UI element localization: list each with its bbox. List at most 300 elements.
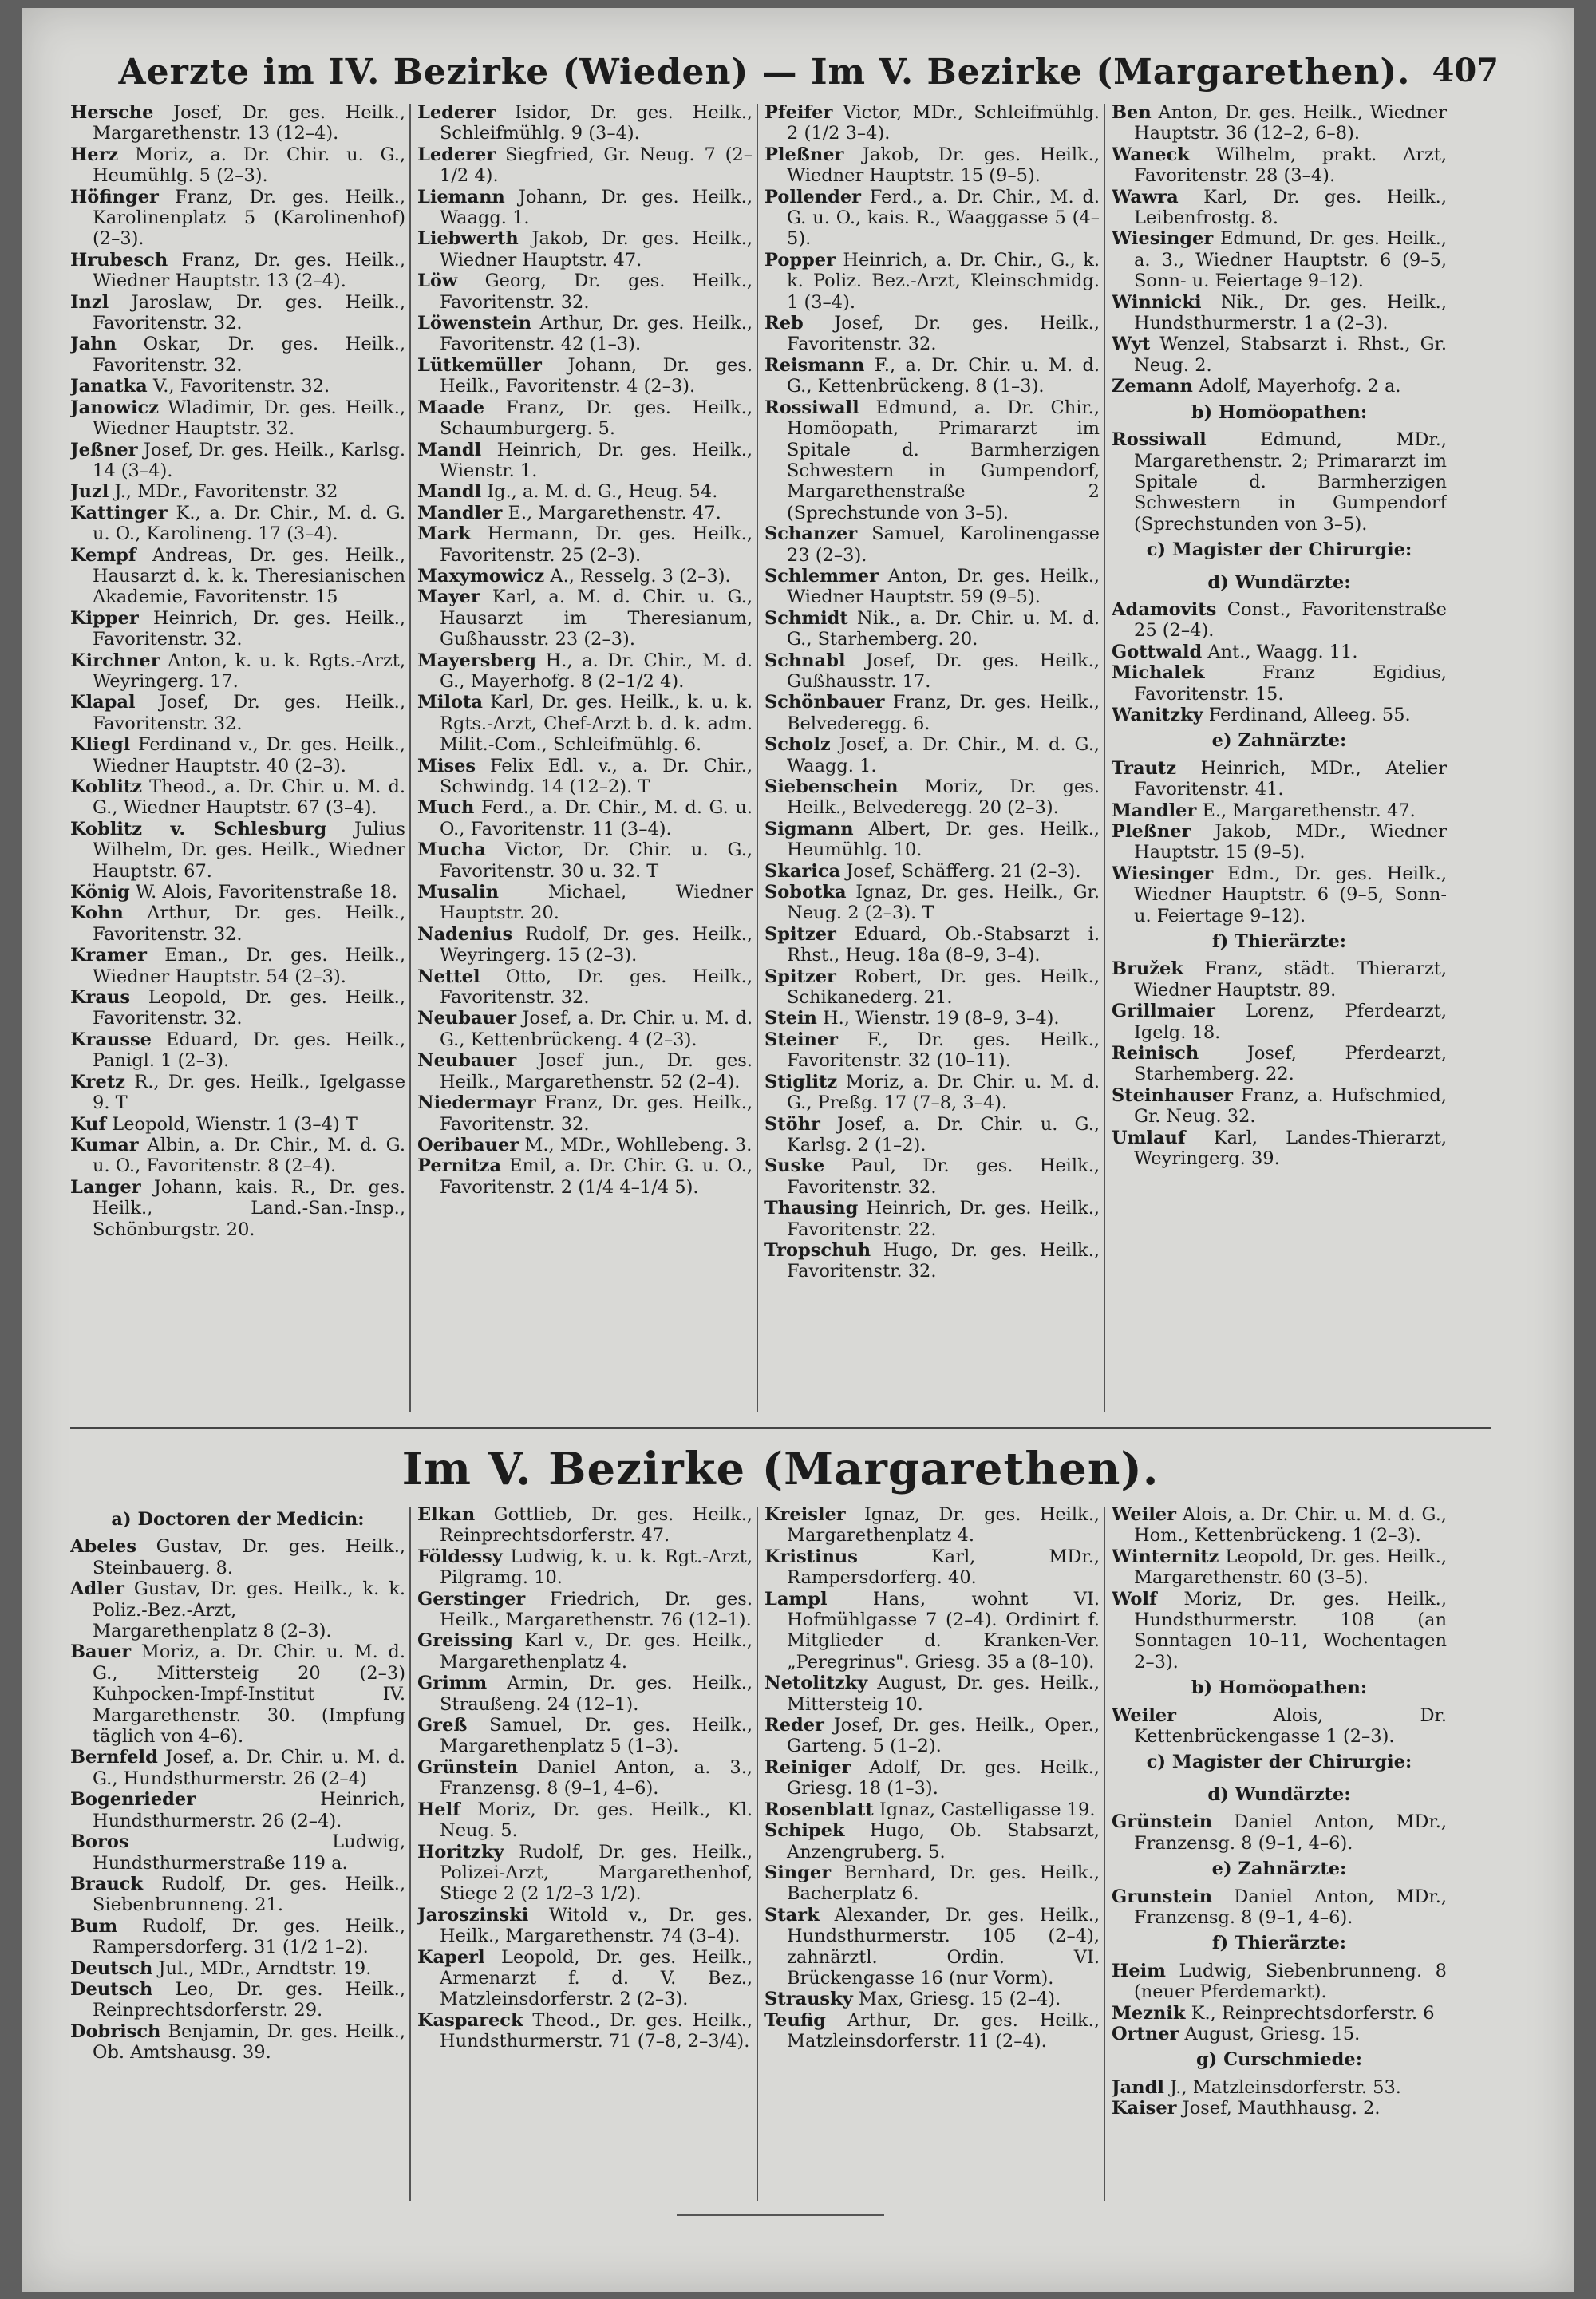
entry-separator — [542, 355, 568, 376]
entry-details: Ferd., a. Dr. Chir., M. d. G. u. O., kais. R., Waaggasse 5 (4–5). — [787, 186, 1100, 250]
entry-details: Heinrich, a. Dr. Chir., G., k. k. Poliz. Bez.-Arzt, Kleinschmidg. 1 (3–4). — [787, 249, 1100, 313]
entry-name: Kempf — [70, 544, 136, 566]
entry-name: Gerstinger — [417, 1588, 526, 1610]
entry-name: Sobotka — [764, 882, 847, 903]
directory-entry — [764, 1114, 1100, 1156]
entry-name: Nadenius — [417, 923, 513, 945]
entry-details: Victor, Dr. Chir. u. G., Favoritenstr. 30 u. 32. T — [440, 839, 753, 882]
entry-name: Reiniger — [764, 1756, 851, 1778]
entry-separator — [499, 882, 548, 903]
entry-name: Höfinger — [70, 186, 159, 207]
entry-name: Rossiwall — [1112, 429, 1207, 451]
entry-name: Mark — [417, 523, 471, 545]
directory-entry — [70, 376, 405, 397]
entry-name: Mandler — [417, 502, 503, 523]
entry-name: Abeles — [70, 1536, 137, 1558]
directory-entry — [1112, 102, 1447, 144]
entry-name: Weiler — [1112, 1504, 1177, 1525]
entry-separator — [898, 776, 924, 797]
entry-details: Daniel Anton, MDr., Franzensg. 8 (9–1, 4–6). — [1134, 1886, 1447, 1928]
entry-name: Schipek — [764, 1820, 845, 1842]
directory-entry — [764, 1029, 1100, 1072]
directory-entry — [417, 1546, 753, 1589]
entry-separator — [817, 1008, 823, 1029]
entry-name: Kaspareck — [417, 2009, 523, 2031]
entry-separator — [141, 1177, 154, 1198]
entry-details: Ig., a. M. d. G., Heug. 54. — [487, 481, 718, 503]
directory-entry — [417, 1050, 753, 1092]
entry-name: Steinhauser — [1112, 1084, 1233, 1106]
directory-entry — [70, 1831, 405, 1874]
entry-name: Kliegl — [70, 734, 131, 756]
directory-entry — [764, 1198, 1100, 1240]
directory-entry — [1112, 642, 1447, 662]
entry-separator — [131, 1641, 141, 1662]
directory-entry — [1112, 2098, 1447, 2119]
entry-details: Wenzel, Stabsarzt i. Rhst., Gr. Neug. 2. — [1134, 334, 1447, 376]
entry-name: Neubauer — [417, 1008, 517, 1029]
entry-name: Elkan — [417, 1504, 476, 1525]
entry-name: Tropschuh — [764, 1239, 871, 1261]
entry-separator — [117, 1916, 142, 1937]
entry-separator — [117, 334, 144, 354]
entry-details: Benjamin, Dr. ges. Heilk., Ob. Amtshausg. 39. — [93, 2021, 405, 2064]
entry-details: Franz Egidius, Favoritenstr. 15. — [1134, 662, 1447, 705]
directory-entry — [764, 1589, 1100, 1673]
entry-details: Albert, Dr. ges. Heilk., Heumühlg. 10. — [787, 818, 1100, 861]
directory-entry — [70, 945, 405, 987]
directory-entry — [1112, 228, 1447, 291]
directory-entry — [417, 1092, 753, 1135]
entry-name: Löwenstein — [417, 313, 532, 334]
entry-separator — [836, 250, 843, 271]
directory-entry — [417, 481, 753, 502]
entry-name: Adler — [70, 1578, 124, 1600]
entry-details: F., a. Dr. Chir. u. M. d. G., Kettenbrückeng. 8 (1–3). — [787, 354, 1100, 397]
entry-name: Stark — [764, 1904, 820, 1926]
column-rule — [757, 1507, 758, 2201]
directory-entry — [764, 1673, 1100, 1715]
entry-name: Földessy — [417, 1546, 503, 1567]
entry-details: Otto, Dr. ges. Heilk., Favoritenstr. 32. — [440, 966, 753, 1009]
entry-separator — [138, 440, 144, 460]
entry-separator — [483, 692, 490, 713]
entry-separator — [460, 1799, 477, 1820]
entry-separator — [1212, 1811, 1234, 1832]
entry-separator — [1213, 228, 1220, 249]
entry-details: Josef, Dr. ges. Heilk., Oper., Garteng. 5 (1–2). — [787, 1715, 1100, 1757]
entry-name: Kattinger — [70, 502, 168, 523]
directory-entry — [70, 882, 405, 903]
entry-name: Kaiser — [1112, 2098, 1177, 2119]
directory-entry — [764, 566, 1100, 608]
directory-entry — [70, 1958, 405, 1979]
entry-name: Gottwald — [1112, 641, 1203, 662]
directory-entry — [764, 1504, 1100, 1546]
category-heading: f) Thierärzte: — [1211, 1933, 1347, 1954]
entry-separator — [536, 650, 546, 671]
entry-details: Anton, Dr. ges. Heilk., Wiedner Hauptstr. 59 (9–5). — [787, 565, 1100, 608]
entry-name: Schnabl — [764, 650, 846, 671]
directory-entry — [70, 1029, 405, 1072]
entry-details: Anton, k. u. k. Rgts.-Arzt, Weyringerg. 17. — [93, 650, 405, 692]
entry-name: Greß — [417, 1715, 468, 1736]
entry-name: Schmidt — [764, 607, 848, 629]
entry-separator — [158, 1747, 165, 1768]
entry-separator — [885, 692, 893, 713]
directory-entry — [70, 102, 405, 144]
directory-entry — [417, 882, 753, 924]
entry-details: Gottlieb, Dr. ges. Heilk., Reinprechtsdorferstr. 47. — [440, 1504, 753, 1546]
entry-name: Kuf — [70, 1113, 107, 1135]
entry-details: Leopold, Dr. ges. Heilk., Margarethenstr. 60 (3–5). — [1134, 1546, 1447, 1589]
entry-details: Jakob, Dr. ges. Heilk., Wiedner Hauptstr. 47. — [440, 228, 753, 271]
entry-separator — [1150, 334, 1159, 354]
entry-details: Ferdinand, Alleeg. 55. — [1208, 704, 1411, 725]
entry-details: Nik., a. Dr. Chir. u. M. d. G., Starhemberg. 20. — [787, 607, 1100, 650]
entry-separator — [143, 1874, 161, 1894]
entry-name: Netolitzky — [764, 1673, 868, 1694]
entry-name: König — [70, 882, 130, 903]
directory-entry — [70, 776, 405, 819]
entry-details: Ferdinand v., Dr. ges. Heilk., Wiedner Hauptstr. 40 (2–3). — [93, 734, 405, 776]
directory-entry — [764, 397, 1100, 523]
column-rule — [1104, 1507, 1105, 2201]
entry-separator — [326, 819, 354, 839]
entry-name: Schönbauer — [764, 692, 885, 713]
entry-details: Heinrich, Hundsthurmerstr. 26 (2–4). — [93, 1789, 405, 1831]
entry-name: Stiglitz — [764, 1071, 838, 1092]
entry-separator — [861, 187, 870, 207]
entry-details: Josef, a. Dr. Chir., M. d. G., Waagg. 1. — [787, 734, 1100, 776]
category-heading: e) Zahnärzte: — [1211, 730, 1347, 752]
entry-name: Kramer — [70, 945, 147, 966]
entry-details: Siegfried, Gr. Neug. 7 (2–1/2 4). — [440, 144, 753, 187]
category-heading: c) Magister der Chirurgie: — [1146, 539, 1412, 561]
entry-details: W. Alois, Favoritenstraße 18. — [135, 882, 398, 903]
entry-name: Wiesinger — [1112, 228, 1214, 250]
entry-name: Winternitz — [1112, 1546, 1219, 1567]
entry-separator — [831, 734, 839, 755]
entry-name: Kretz — [70, 1071, 125, 1092]
entry-details: Victor, MDr., Schleifmühlg. 2 (1/2 3–4). — [787, 102, 1100, 144]
directory-entry — [417, 2010, 753, 2052]
entry-name: Maxymowicz — [417, 565, 545, 587]
entry-separator — [1215, 1001, 1246, 1021]
entry-name: Langer — [70, 1176, 141, 1198]
directory-entry — [764, 313, 1100, 355]
entry-name: Kristinus — [764, 1546, 858, 1567]
entry-separator — [519, 228, 532, 249]
directory-entry — [764, 1715, 1100, 1757]
entry-details: Nik., Dr. ges. Heilk., Hundsthurmerstr. 1 a (2–3). — [1134, 291, 1447, 334]
page-number: 407 — [1432, 52, 1499, 89]
entry-details: Josef, Dr. ges. Heilk., Gußhausstr. 17. — [787, 650, 1100, 692]
entry-details: F., Dr. ges. Heilk., Favoritenstr. 32 (10–11). — [787, 1029, 1100, 1072]
directory-entry — [70, 187, 405, 250]
directory-entry — [764, 355, 1100, 397]
entry-name: Pollender — [764, 186, 861, 207]
directory-entry — [417, 797, 753, 839]
entry-name: Weiler — [1112, 1704, 1177, 1726]
entry-separator — [159, 397, 168, 418]
entry-details: Hermann, Dr. ges. Heilk., Favoritenstr. 25 (2–3). — [440, 523, 753, 566]
directory-entry — [1112, 599, 1447, 642]
directory-entry — [1112, 2024, 1447, 2044]
directory-entry — [417, 1757, 753, 1799]
entry-name: Kreisler — [764, 1504, 846, 1525]
directory-entry — [1112, 1589, 1447, 1673]
entry-name: Niedermayr — [417, 1092, 536, 1114]
directory-entry — [70, 1114, 405, 1135]
entry-name: Neubauer — [417, 1050, 517, 1072]
entry-separator — [1176, 1504, 1183, 1525]
entry-details: Johann, kais. R., Dr. ges. Heilk., Land.-San.-Insp., Schönburgstr. 20. — [93, 1176, 405, 1240]
bottom-column-4 — [1112, 1504, 1447, 2206]
directory-entry — [1112, 821, 1447, 863]
directory-entry — [764, 523, 1100, 566]
directory-entry — [1112, 1886, 1447, 1929]
entry-separator — [1186, 1128, 1214, 1148]
entry-separator — [109, 481, 114, 502]
directory-entry — [70, 1916, 405, 1958]
entry-separator — [838, 1029, 867, 1050]
directory-entry — [70, 819, 405, 882]
entry-name: Jaroszinski — [417, 1904, 529, 1926]
directory-entry — [764, 776, 1100, 819]
directory-entry — [764, 1546, 1100, 1589]
directory-entry — [764, 1757, 1100, 1799]
directory-entry — [764, 608, 1100, 650]
entry-name: Grimm — [417, 1673, 488, 1694]
entry-name: Koblitz v. Schlesburg — [70, 818, 327, 839]
directory-entry — [70, 144, 405, 187]
directory-entry — [70, 481, 405, 502]
entry-details: Moriz, a. Dr. Chir. u. M. d. G., Mittersteig 20 (2–3) Kuhpocken-Impf-Institut IV. Margarethenstr. 30. (Impfung täglich von 4–6). — [93, 1641, 405, 1748]
entry-details: Heinrich, Dr. ges. Heilk., Wienstr. 1. — [440, 439, 753, 481]
entry-name: Kaperl — [417, 1946, 485, 1968]
entry-details: K., a. Dr. Chir., M. d. G. u. O., Karolineng. 17 (3–4). — [93, 502, 405, 545]
entry-details: Heinrich, Dr. ges. Heilk., Favoritenstr. 32. — [93, 607, 405, 650]
entry-name: Singer — [764, 1862, 832, 1883]
directory-entry — [764, 1989, 1100, 2009]
entry-separator — [147, 945, 164, 966]
entry-separator — [1152, 102, 1159, 123]
directory-entry — [1112, 187, 1447, 229]
entry-name: Umlauf — [1112, 1127, 1186, 1148]
entry-name: Bogenrieder — [70, 1789, 196, 1811]
entry-separator — [1199, 1043, 1247, 1064]
directory-entry — [1112, 144, 1447, 187]
entry-details: August, Griesg. 15. — [1184, 2023, 1361, 2044]
entry-details: Felix Edl. v., a. Dr. Chir., Schwindg. 14 (12–2). T — [440, 755, 753, 797]
directory-entry — [70, 440, 405, 482]
entry-details: Josef, a. Dr. Chir. u. G., Karlsg. 2 (1–2). — [787, 1113, 1100, 1155]
entry-name: Spitzer — [764, 966, 836, 987]
entry-details: Ignaz, Castelligasse 19. — [879, 1799, 1096, 1820]
entry-separator — [476, 756, 490, 776]
entry-name: Winnicki — [1112, 291, 1202, 313]
entry-separator — [503, 1546, 511, 1567]
entry-details: Heinrich, Dr. ges. Heilk., Favoritenstr. 22. — [787, 1198, 1100, 1240]
entry-separator — [824, 1715, 834, 1736]
entry-details: Paul, Dr. ges. Heilk., Favoritenstr. 32. — [787, 1155, 1100, 1198]
entry-name: Lütkemüller — [417, 354, 542, 376]
entry-name: Bernfeld — [70, 1747, 158, 1768]
entry-details: E., Margarethenstr. 47. — [508, 502, 721, 523]
entry-details: Arthur, Dr. ges. Heilk., Favoritenstr. 42 (1–3). — [440, 313, 753, 355]
top-column-4 — [1112, 102, 1447, 1419]
entry-separator — [828, 1589, 873, 1610]
directory-entry — [764, 1155, 1100, 1198]
entry-separator — [153, 102, 173, 123]
entry-name: Reismann — [764, 354, 865, 376]
entry-details: Leopold, Dr. ges. Heilk., Favoritenstr. 32. — [93, 987, 405, 1029]
entry-details: Josef jun., Dr. ges. Heilk., Margarethenstr. 52 (2–4). — [440, 1050, 753, 1092]
entry-details: Franz, Dr. ges. Heilk., Belvederegg. 6. — [787, 692, 1100, 734]
entry-separator — [837, 1072, 846, 1092]
entry-separator — [474, 797, 481, 818]
entry-details: Ludwig, Siebenbrunneng. 8 (neuer Pferdemarkt). — [1134, 1960, 1447, 2003]
entry-name: Pleßner — [764, 144, 844, 165]
entry-details: Heinrich, MDr., Atelier Favoritenstr. 41. — [1134, 757, 1447, 800]
entry-separator — [484, 397, 506, 418]
directory-entry — [1112, 1546, 1447, 1589]
entry-details: Josef, Dr. ges. Heilk., Favoritenstr. 32. — [93, 692, 405, 734]
entry-separator — [1157, 1589, 1184, 1610]
entry-separator — [820, 1905, 835, 1926]
entry-details: Theod., a. Dr. Chir. u. M. d. G., Wiedner Hauptstr. 67 (3–4). — [93, 776, 405, 819]
entry-name: Hersche — [70, 102, 154, 123]
entry-name: Siebenschein — [764, 776, 899, 797]
column-rule — [409, 1507, 411, 2201]
entry-details: Hugo, Ob. Stabsarzt, Anzengruberg. 5. — [787, 1820, 1100, 1863]
entry-separator — [867, 1673, 877, 1693]
entry-separator — [139, 608, 153, 629]
directory-entry — [764, 250, 1100, 313]
category-heading: b) Homöopathen: — [1191, 401, 1368, 423]
entry-details: Jul., MDr., Arndtstr. 19. — [158, 1957, 372, 1979]
entry-separator — [836, 966, 854, 987]
entry-details: J., MDr., Favoritenstr. 32 — [114, 481, 338, 503]
entry-details: Wilhelm, prakt. Arzt, Favoritenstr. 28 (3–4). — [1134, 144, 1447, 187]
entry-name: Lederer — [417, 144, 496, 165]
entry-details: Karl, Dr. ges. Heilk., Leibenfrostg. 8. — [1134, 186, 1447, 229]
directory-entry — [764, 144, 1100, 187]
directory-page — [22, 8, 1574, 2292]
entry-separator — [486, 839, 505, 860]
directory-entry — [70, 1578, 405, 1641]
entry-separator — [831, 1863, 844, 1883]
entry-name: Janowicz — [70, 397, 159, 418]
entry-name: Waneck — [1112, 144, 1190, 165]
directory-entry — [1112, 2077, 1447, 2098]
entry-details: Michael, Wiedner Hauptstr. 20. — [440, 882, 753, 924]
entry-name: Teufig — [764, 2009, 826, 2031]
entry-details: Anton, Dr. ges. Heilk., Wiedner Hauptstr. 36 (12–2, 6–8). — [1134, 102, 1447, 144]
entry-name: Grünstein — [1112, 1811, 1213, 1833]
entry-separator — [1190, 144, 1216, 165]
directory-entry — [764, 187, 1100, 250]
entry-separator — [846, 1504, 864, 1525]
directory-entry — [417, 187, 753, 229]
entry-separator — [139, 1135, 148, 1155]
entry-separator — [879, 566, 888, 587]
entry-separator — [129, 1831, 333, 1852]
entry-details: Moriz, Dr. ges. Heilk., Hundsthurmerstr. 108 (an Sonntagen 10–11, Wochentagen 2–3). — [1134, 1588, 1447, 1673]
entry-separator — [1176, 1705, 1273, 1726]
bottom-column-1 — [70, 1504, 405, 2206]
entry-details: Alois, a. Dr. Chir. u. M. d. G., Hom., Kettenbrückeng. 1 (2–3). — [1134, 1504, 1447, 1546]
entry-separator — [130, 734, 138, 755]
entry-name: Löw — [417, 271, 458, 292]
entry-name: Popper — [764, 249, 836, 271]
directory-entry — [417, 966, 753, 1009]
entry-separator — [118, 144, 135, 165]
entry-separator — [525, 1589, 549, 1610]
entry-separator — [487, 1673, 507, 1693]
entry-name: Wanitzky — [1112, 704, 1203, 725]
directory-entry — [70, 1874, 405, 1916]
entry-name: Grunstein — [1112, 1886, 1213, 1907]
entry-details: Moriz, Dr. ges. Heilk., Belvederegg. 20 (2–3). — [787, 776, 1100, 819]
entry-details: Samuel, Karolinengasse 23 (2–3). — [787, 523, 1100, 566]
directory-entry — [417, 756, 753, 798]
directory-entry — [1112, 863, 1447, 926]
category-heading: f) Thierärzte: — [1211, 931, 1347, 953]
entry-separator — [480, 587, 492, 607]
entry-separator — [1203, 705, 1209, 725]
entry-name: Kirchner — [70, 650, 160, 671]
entry-separator — [124, 1578, 134, 1599]
entry-details: Albin, a. Dr. Chir., M. d. G. u. O., Favoritenstr. 8 (2–4). — [93, 1134, 405, 1177]
directory-entry — [764, 1799, 1100, 1820]
section-divider — [70, 1427, 1491, 1429]
entry-details: Edmund, MDr., Margarethenstr. 2; Primararzt im Spitale d. Barmherzigen Schwestern in Gumpendorf (Sprechstunden von 3–5). — [1134, 429, 1447, 535]
directory-entry — [1112, 429, 1447, 535]
entry-name: Rossiwall — [764, 397, 859, 418]
entry-separator — [480, 966, 506, 987]
directory-entry — [417, 587, 753, 650]
directory-entry — [70, 397, 405, 440]
category-heading: a) Doctoren der Medicin: — [111, 1509, 365, 1530]
entry-name: Maade — [417, 397, 485, 418]
entry-separator — [130, 987, 148, 1008]
entry-details: Friedrich, Dr. ges. Heilk., Margarethenstr. 76 (12–1). — [440, 1588, 753, 1631]
bottom-column-3 — [764, 1504, 1100, 2206]
directory-entry — [70, 334, 405, 376]
running-header: Aerzte im IV. Bezirke (Wieden) — Im V. Bezirke (Margarethen). — [118, 52, 1411, 93]
entry-separator — [832, 102, 843, 123]
entry-separator — [130, 882, 136, 903]
entry-name: Rosenblatt — [764, 1799, 874, 1820]
entry-separator — [1191, 821, 1215, 842]
directory-entry — [1112, 1043, 1447, 1085]
entry-name: Greissing — [417, 1630, 513, 1652]
directory-entry — [1112, 1001, 1447, 1043]
directory-entry — [1112, 1811, 1447, 1854]
directory-entry — [417, 566, 753, 587]
entry-separator — [846, 650, 866, 671]
entry-details: Johann, Dr. ges. Heilk., Waagg. 1. — [440, 186, 753, 229]
end-rule — [677, 2214, 884, 2216]
entry-details: Franz, städt. Thierarzt, Wiedner Hauptstr. 89. — [1134, 958, 1447, 1001]
directory-entry — [1112, 1085, 1447, 1128]
directory-entry — [1112, 376, 1447, 397]
entry-details: Karl v., Dr. ges. Heilk., Margarethenplatz 4. — [440, 1630, 753, 1673]
entry-name: Kipper — [70, 607, 139, 629]
entry-separator — [1186, 2003, 1191, 2024]
